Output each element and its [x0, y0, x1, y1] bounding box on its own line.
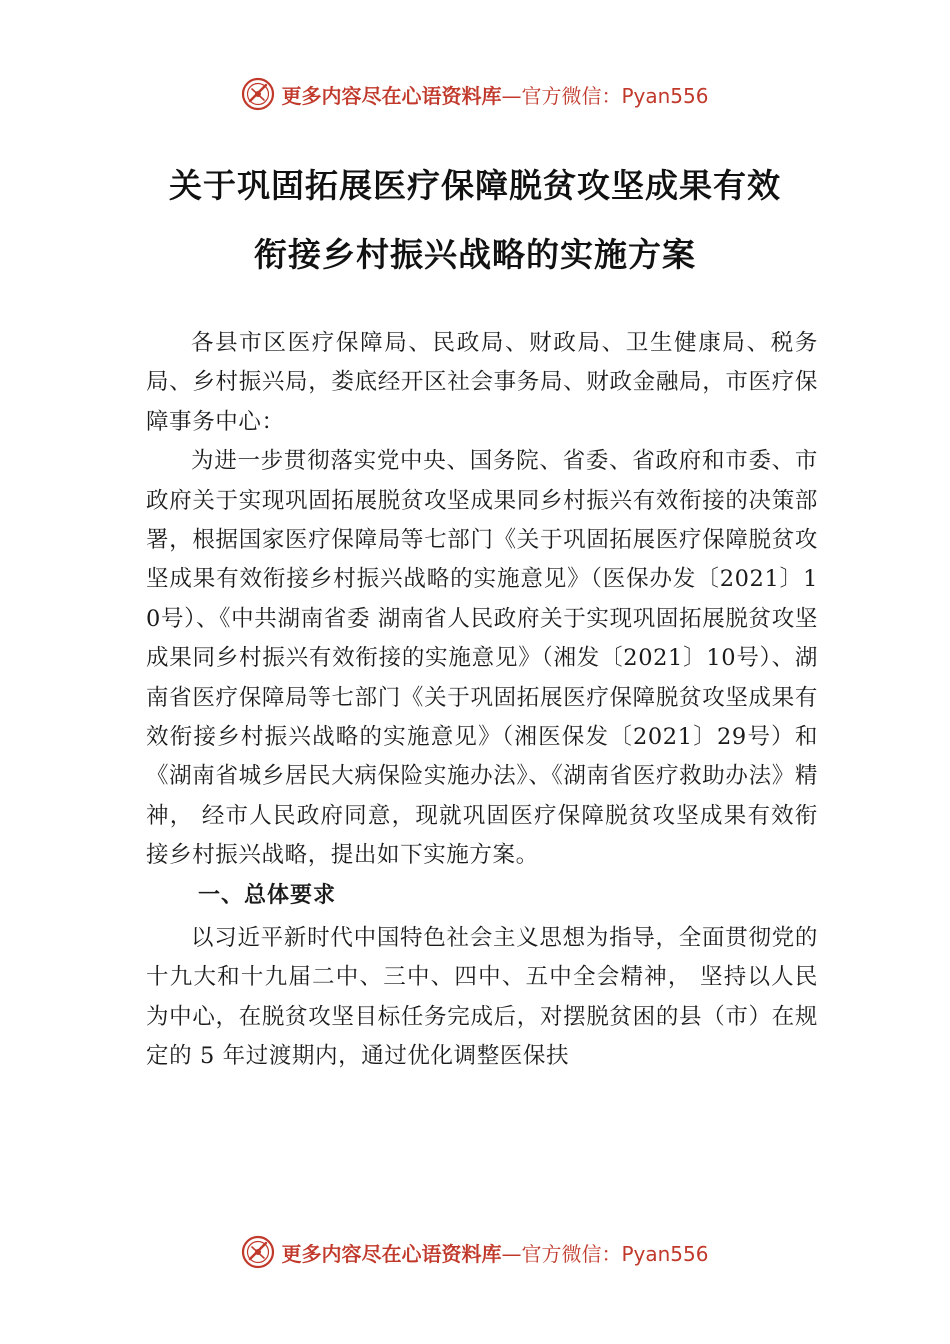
watermark-brand: 更多内容尽在心语资料库 — [281, 1241, 502, 1266]
watermark-separator: — — [501, 83, 522, 108]
section-body-general-requirements: 以习近平新时代中国特色社会主义思想为指导，全面贯彻党的十九大和十九届二中、三中、四中、五中全会精神， 坚持以人民为中心，在脱贫攻坚目标任务完成后，对摆脱贫困的县（市）在规定的 5 年过渡期内，通过优化调整医保扶 — [146, 924, 818, 1069]
watermark-separator: — — [501, 1241, 522, 1266]
recipients-paragraph: 各县市区医疗保障局、民政局、财政局、卫生健康局、税务局、乡村振兴局，娄底经开区社会事务局、财政金融局，市医疗保障事务中心： — [146, 330, 818, 435]
document-body — [146, 324, 818, 1076]
seal-logo-icon — [241, 77, 275, 111]
intro-paragraph: 为进一步贯彻落实党中央、国务院、省委、省政府和市委、市政府关于实现巩固拓展脱贫攻坚成果同乡村振兴有效衔接的决策部署，根据国家医疗保障局等七部门《关于巩固拓展医疗保障脱贫攻坚成果有效衔接乡村振兴战略的实施意见》（医保办发〔2021〕10号）、《中共湖南省委 湖南省人民政府关于实现巩固拓展脱贫攻坚成果同乡村振兴有效衔接的实施意见》（湘发〔2021〕10号）、湖南省医疗保障局等七部门《关于巩固拓展医疗保障脱贫攻坚成果有效衔接乡村振兴战略的实施意见》（湘医保发〔2021〕29号）和《湖南省城乡居民大病保险实施办法》、《湖南省医疗救助办法》精神， 经市人民政府同意，现就巩固医疗保障脱贫攻坚成果有效衔接乡村振兴战略，提出如下实施方案。 — [146, 448, 818, 869]
watermark-text — [281, 1238, 708, 1267]
seal-logo-icon — [241, 1235, 275, 1269]
watermark-contact: 官方微信：Pyan556 — [521, 83, 709, 108]
watermark-header — [0, 74, 950, 114]
document-title-line2: 衔接乡村振兴战略的实施方案 — [254, 235, 696, 274]
watermark-footer — [0, 1232, 950, 1272]
section-heading-general-requirements: 一、总体要求 — [198, 882, 337, 908]
watermark-text — [281, 80, 708, 109]
document-title-line1: 关于巩固拓展医疗保障脱贫攻坚成果有效 — [169, 166, 781, 205]
watermark-brand: 更多内容尽在心语资料库 — [281, 83, 502, 108]
watermark-contact: 官方微信：Pyan556 — [521, 1241, 709, 1266]
